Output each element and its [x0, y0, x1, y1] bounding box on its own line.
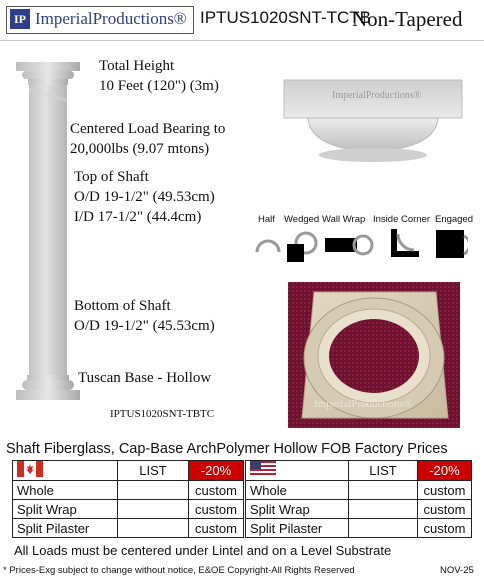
top-of-shaft-label: Top of Shaft — [74, 169, 149, 185]
load-line2: 20,000lbs (9.07 mtons) — [70, 141, 210, 157]
wrap-label-wall: Wall Wrap — [322, 214, 366, 225]
row-label: Whole — [246, 481, 349, 500]
pricing-section — [0, 441, 484, 581]
engaged-icon — [434, 228, 468, 267]
row-label: Split Pilaster — [246, 519, 349, 538]
header — [0, 0, 484, 41]
load-line1: Centered Load Bearing to — [70, 121, 226, 137]
footer-disclaimer: * Prices-Exg subject to change without notice, E&OE Copyright-All Rights Reserved — [3, 565, 355, 576]
table-row — [13, 500, 244, 519]
table-header-row — [246, 461, 472, 481]
canada-discount-header: -20% — [189, 461, 244, 481]
base-code: IPTUS1020SNT-TBTC — [110, 408, 215, 420]
wedged-icon — [285, 230, 319, 269]
price-cell: custom — [418, 500, 472, 519]
footer-date: NOV-25 — [440, 565, 474, 576]
top-od: O/D 19-1/2" (49.53cm) — [74, 189, 215, 205]
row-label: Split Wrap — [13, 500, 118, 519]
column-illustration — [14, 62, 82, 402]
table-row — [13, 481, 244, 500]
price-cell: custom — [418, 519, 472, 538]
total-height-label: Total Height — [99, 58, 175, 74]
wrap-label-half: Half — [258, 214, 275, 225]
canada-list-header: LIST — [118, 461, 189, 481]
taper-label: Non-Tapered — [352, 7, 463, 31]
wrap-label-inside-corner: Inside Corner — [373, 214, 431, 225]
price-cell: custom — [189, 500, 244, 519]
wall-wrap-icon — [325, 234, 375, 265]
bottom-od: O/D 19-1/2" (45.53cm) — [74, 318, 215, 334]
price-cell: custom — [189, 519, 244, 538]
table-header-row — [13, 461, 244, 481]
top-id: I/D 17-1/2" (44.4cm) — [74, 209, 202, 225]
pricing-title: Shaft Fiberglass, Cap-Base ArchPolymer Hollow FOB Factory Prices — [6, 441, 448, 457]
row-label: Whole — [13, 481, 118, 500]
logo-text: ImperialProductions® — [35, 9, 187, 28]
usa-flag-icon — [246, 461, 349, 481]
canada-flag-icon — [13, 461, 118, 481]
price-cell: custom — [418, 481, 472, 500]
price-cell: custom — [189, 481, 244, 500]
base-label: Tuscan Base - Hollow — [78, 370, 212, 386]
logo — [6, 6, 194, 34]
base-photo — [288, 282, 460, 428]
table-row — [13, 519, 244, 538]
wrap-label-engaged: Engaged — [435, 214, 474, 225]
usa-price-table — [245, 460, 472, 538]
inside-corner-icon — [388, 226, 422, 265]
total-height-value: 10 Feet (120") (3m) — [99, 78, 219, 94]
base-watermark: ImperialProductions® — [314, 398, 413, 410]
wrap-label-wedged: Wedged — [284, 214, 320, 225]
bottom-of-shaft-label: Bottom of Shaft — [74, 298, 171, 314]
canada-price-table — [12, 460, 244, 538]
table-row — [246, 519, 472, 538]
capital-watermark: ImperialProductions® — [332, 90, 422, 101]
load-note: All Loads must be centered under Lintel and on a Level Substrate — [14, 543, 392, 558]
row-label: Split Wrap — [246, 500, 349, 519]
row-label: Split Pilaster — [13, 519, 118, 538]
table-row — [246, 500, 472, 519]
capital-photo — [280, 76, 466, 166]
table-row — [246, 481, 472, 500]
half-wrap-icon — [254, 230, 282, 261]
usa-discount-header: -20% — [418, 461, 472, 481]
usa-list-header: LIST — [349, 461, 418, 481]
logo-mark: IP — [10, 9, 30, 29]
model-code: IPTUS1020SNT-TCTB — [200, 8, 371, 27]
